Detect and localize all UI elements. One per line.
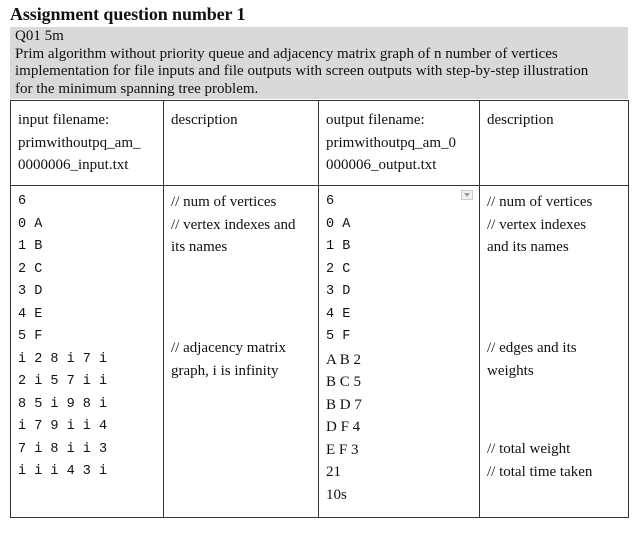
- input-line: i i i 4 3 i: [18, 464, 108, 479]
- input-line: 1 B: [18, 239, 43, 254]
- input-description-label: description: [171, 112, 238, 128]
- output-total-weight: 21: [326, 464, 341, 480]
- input-line: 4 E: [18, 306, 43, 322]
- input-desc-line: // num of vertices: [171, 194, 277, 210]
- question-text-line: Prim algorithm without priority queue and adjacency matrix graph of n number of vertices: [15, 45, 558, 62]
- input-desc-line: its names: [171, 239, 228, 255]
- input-filename-label: input filename:: [18, 112, 110, 128]
- output-edge-line: A B 2: [326, 351, 362, 368]
- table-header-row: [11, 101, 629, 186]
- input-desc-line: graph, i is infinity: [171, 362, 279, 379]
- input-filename: 0000006_input.txt: [18, 157, 129, 173]
- page-title: Assignment question number 1: [10, 4, 246, 24]
- dropdown-arrow-icon[interactable]: [461, 190, 473, 200]
- output-line: 2 C: [326, 261, 351, 277]
- input-description-cell: [164, 186, 319, 518]
- output-line: 1 B: [326, 239, 351, 254]
- output-line: 4 E: [326, 306, 351, 322]
- input-file-cell: [11, 186, 164, 518]
- input-line: 8 5 i 9 8 i: [18, 396, 108, 412]
- input-line: 7 i 8 i i 3: [18, 441, 108, 457]
- input-line: 2 i 5 7 i i: [18, 374, 108, 389]
- output-desc-line: // total time taken: [487, 463, 593, 480]
- input-line: 0 A: [18, 216, 43, 232]
- output-edge-line: E F 3: [326, 441, 359, 458]
- output-line: 5 F: [326, 329, 351, 344]
- input-filename: primwithoutpq_am_: [18, 134, 141, 151]
- output-line: 6: [326, 194, 335, 209]
- output-edge-line: B C 5: [326, 374, 362, 390]
- output-filename: 000006_output.txt: [326, 157, 437, 173]
- input-line: 6: [18, 194, 27, 209]
- input-line: i 7 9 i i 4: [18, 419, 108, 434]
- input-line: i 2 8 i 7 i: [18, 351, 108, 367]
- input-filename-header: [11, 101, 164, 186]
- output-filename-label: output filename:: [326, 112, 425, 128]
- output-description-header: [480, 101, 629, 186]
- output-desc-line: // vertex indexes: [487, 216, 587, 233]
- output-edge-line: B D 7: [326, 396, 362, 413]
- io-table: [10, 100, 629, 518]
- output-desc-line: and its names: [487, 239, 569, 255]
- output-edge-line: D F 4: [326, 419, 361, 435]
- output-line: 3 D: [326, 284, 351, 299]
- question-text-line: implementation for file inputs and file outputs with screen outputs with step-by-step illustration: [15, 63, 589, 79]
- input-line: 2 C: [18, 261, 43, 277]
- output-description-cell: [480, 186, 629, 518]
- output-description-label: description: [487, 112, 554, 128]
- input-desc-line: // vertex indexes and: [171, 216, 296, 233]
- output-desc-line: // total weight: [487, 441, 571, 457]
- input-line: 5 F: [18, 329, 43, 344]
- input-desc-line: // adjacency matrix: [171, 340, 286, 356]
- input-line: 3 D: [18, 284, 43, 299]
- output-desc-line: // edges and its: [487, 340, 577, 356]
- table-body-row: [11, 186, 629, 518]
- question-box: [10, 27, 628, 99]
- output-line: 0 A: [326, 216, 351, 232]
- output-time: 10s: [326, 486, 347, 503]
- output-desc-line: // num of vertices: [487, 194, 593, 210]
- output-filename-header: [319, 101, 480, 186]
- output-file-cell: [319, 186, 480, 518]
- input-description-header: [164, 101, 319, 186]
- output-filename: primwithoutpq_am_0: [326, 134, 456, 151]
- question-text-line: for the minimum spanning tree problem.: [15, 80, 259, 97]
- question-id: Q01 5m: [15, 28, 64, 44]
- output-desc-line: weights: [487, 362, 534, 379]
